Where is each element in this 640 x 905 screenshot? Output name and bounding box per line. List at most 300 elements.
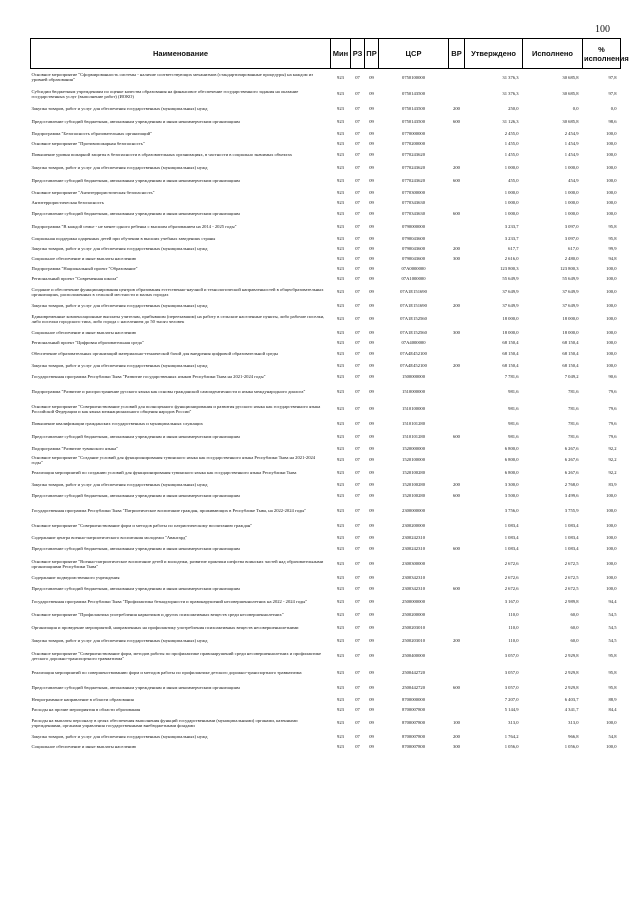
cell-appr: 313,0 (508, 720, 519, 726)
cell-vr (449, 444, 465, 454)
cell-rz: 07 (355, 743, 360, 749)
cell-pr: 09 (369, 612, 374, 618)
cell-pct: 95,8 (608, 224, 617, 230)
cell-pr: 09 (369, 165, 374, 171)
cell-appr: 3 233,7 (504, 224, 519, 230)
cell-appr: 31 376,3 (502, 74, 519, 80)
cell-pct: 100,0 (606, 720, 617, 726)
table-row (31, 361, 621, 371)
cell-vr (449, 348, 465, 361)
cell-min: 923 (337, 140, 344, 146)
cell-csr: 07А1Е151690 (400, 302, 427, 308)
cell-rz: 07 (355, 130, 360, 136)
cell-pr: 09 (369, 696, 374, 702)
cell-name: Предоставление субсидий бюджетным, автономным учреждениям и иным некоммерческим организациям (31, 493, 240, 499)
table-row (31, 264, 621, 274)
cell-appr: 1 000,0 (504, 189, 519, 195)
cell-csr: 2300342310 (402, 586, 425, 592)
table-row (31, 274, 621, 284)
cell-vr (449, 556, 465, 573)
cell-min: 923 (337, 508, 344, 514)
cell-pr: 09 (369, 362, 374, 368)
cell-csr: 1510000000 (402, 389, 425, 395)
cell-pct: 100,0 (606, 574, 617, 580)
cell-pct: 95,8 (608, 685, 617, 691)
cell-appr: 31 126,3 (502, 119, 519, 125)
cell-csr: 2300300000 (402, 561, 425, 567)
cell-name: Предоставление субсидий бюджетным, автономным учреждениям и иным некоммерческим организациям (31, 546, 240, 552)
cell-vr (449, 221, 465, 234)
table-row (31, 401, 621, 418)
table-row (31, 682, 621, 695)
cell-csr: 0790043600 (402, 255, 425, 261)
header-percent: % исполнения (583, 39, 621, 69)
cell-appr: 1 455,0 (504, 140, 519, 146)
cell-appr: 1 000,0 (504, 165, 519, 171)
table-row (31, 198, 621, 208)
cell-rz: 07 (355, 152, 360, 158)
cell-vr (449, 533, 465, 543)
cell-name: Расходы на прочие мероприятия в области образования (31, 706, 141, 712)
cell-csr: 0790043600 (402, 245, 425, 251)
cell-exec: 1 083,4 (564, 534, 579, 540)
cell-exec: 2 672,5 (564, 561, 579, 567)
table-row (31, 328, 621, 338)
cell-min: 923 (337, 481, 344, 487)
table-row (31, 490, 621, 503)
cell-pr: 09 (369, 289, 374, 295)
cell-name: Государственная программа Республики Тыва "Патриотическое воспитание граждан, проживающих в Республике Тыва, на 2022-2024 годы" (31, 508, 307, 514)
cell-min: 923 (337, 74, 344, 80)
table-row (31, 583, 621, 596)
cell-name: Региональный проект "Современная школа" (31, 275, 119, 281)
table-row (31, 648, 621, 665)
cell-exec: 2 454,9 (564, 130, 579, 136)
cell-rz: 07 (355, 421, 360, 427)
cell-appr: 1 000,0 (504, 199, 519, 205)
cell-min: 923 (337, 91, 344, 97)
cell-appr: 18 000,0 (502, 329, 519, 335)
cell-name: Предоставление субсидий бюджетным, автономным учреждениям и иным некоммерческим организациям (31, 119, 240, 125)
cell-vr: 200 (453, 362, 460, 368)
cell-appr: 1 000,0 (504, 211, 519, 217)
cell-exec: 30 685,8 (562, 74, 579, 80)
cell-rz: 07 (355, 339, 360, 345)
cell-rz: 07 (355, 351, 360, 357)
cell-exec: 2 989,8 (564, 599, 579, 605)
cell-vr (449, 384, 465, 401)
cell-appr: 68 150,4 (502, 351, 519, 357)
cell-csr: 0770243620 (402, 165, 425, 171)
cell-vr (449, 401, 465, 418)
cell-appr: 2 616,0 (504, 255, 519, 261)
cell-vr: 200 (453, 481, 460, 487)
cell-vr: 300 (453, 743, 460, 749)
table-row (31, 635, 621, 648)
cell-min: 923 (337, 445, 344, 451)
cell-exec: 60,0 (570, 625, 579, 631)
cell-min: 923 (337, 211, 344, 217)
cell-exec: 3 097,0 (564, 235, 579, 241)
table-row (31, 431, 621, 444)
table-header (31, 39, 629, 69)
cell-name: Подпрограмма "Развитие тувинского языка" (31, 445, 119, 451)
cell-min: 923 (337, 224, 344, 230)
cell-rz: 07 (355, 561, 360, 567)
cell-rz: 07 (355, 165, 360, 171)
cell-pr: 09 (369, 445, 374, 451)
cell-pr: 09 (369, 235, 374, 241)
table-row (31, 221, 621, 234)
cell-rz: 07 (355, 599, 360, 605)
cell-rz: 07 (355, 119, 360, 125)
cell-name: Организация и проведение мероприятий, направленных на профилактику употребления психоактивных веществ несовершеннолетними (31, 625, 299, 631)
table-row (31, 348, 621, 361)
cell-rz: 07 (355, 235, 360, 241)
cell-pr: 09 (369, 534, 374, 540)
cell-rz: 07 (355, 406, 360, 412)
cell-vr (449, 188, 465, 198)
cell-pr: 09 (369, 638, 374, 644)
cell-appr: 37 649,9 (502, 302, 519, 308)
cell-pr: 09 (369, 743, 374, 749)
cell-min: 923 (337, 696, 344, 702)
cell-appr: 68 150,4 (502, 362, 519, 368)
cell-name: Региональный проект "Цифровая образовательная среда" (31, 339, 144, 345)
cell-pr: 09 (369, 74, 374, 80)
cell-rz: 07 (355, 74, 360, 80)
cell-vr: 600 (453, 211, 460, 217)
cell-name: Социальная поддержка одаренных детей при обучении в высших учебных заведениях страны (31, 235, 216, 241)
cell-name: Реализация мероприятий по совершенствованию форм и методов работы по профилактике детского дорожно-транспортного травматизма (31, 670, 302, 676)
cell-csr: 2500203010 (402, 638, 425, 644)
cell-exec: 781,6 (568, 406, 579, 412)
cell-pct: 54,5 (608, 612, 617, 618)
cell-pct: 88,9 (608, 696, 617, 702)
cell-appr: 110,0 (508, 612, 519, 618)
cell-csr: 2300242310 (402, 534, 425, 540)
cell-exec: 1 000,0 (564, 165, 579, 171)
cell-rz: 07 (355, 733, 360, 739)
cell-csr: 2500442720 (402, 670, 425, 676)
cell-csr: 1510101280 (402, 434, 425, 440)
table-row (31, 503, 621, 520)
table-row (31, 338, 621, 348)
table-row (31, 244, 621, 254)
table-row (31, 188, 621, 198)
cell-min: 923 (337, 178, 344, 184)
cell-appr: 37 649,9 (502, 289, 519, 295)
cell-exec: 55 649,9 (562, 275, 579, 281)
cell-csr: 0770343630 (402, 211, 425, 217)
cell-pct: 94,4 (608, 599, 617, 605)
cell-appr: 981,6 (508, 406, 519, 412)
cell-rz: 07 (355, 140, 360, 146)
cell-appr: 617,7 (508, 245, 519, 251)
cell-pr: 09 (369, 130, 374, 136)
cell-name: Непрограммное направление в области образования (31, 696, 134, 702)
cell-exec: 2 480,0 (564, 255, 579, 261)
cell-pr: 09 (369, 434, 374, 440)
cell-csr: 2500200000 (402, 612, 425, 618)
cell-pct: 100,0 (606, 302, 617, 308)
cell-rz: 07 (355, 275, 360, 281)
cell-pr: 09 (369, 302, 374, 308)
cell-rz: 07 (355, 211, 360, 217)
cell-csr: 07А4Е452100 (400, 362, 427, 368)
cell-pr: 09 (369, 599, 374, 605)
table-row (31, 543, 621, 556)
cell-pct: 100,0 (606, 265, 617, 271)
cell-pr: 09 (369, 140, 374, 146)
cell-vr: 100 (453, 720, 460, 726)
cell-exec: 68 150,4 (562, 339, 579, 345)
cell-csr: 0770000000 (402, 130, 425, 136)
cell-min: 923 (337, 523, 344, 529)
cell-pct: 100,0 (606, 329, 617, 335)
cell-exec: 2 672,5 (564, 586, 579, 592)
cell-name: Антитеррористическая безопасность (31, 199, 104, 205)
table-row (31, 69, 621, 86)
cell-appr: 981,6 (508, 389, 519, 395)
cell-rz: 07 (355, 523, 360, 529)
cell-csr: 1520100000 (402, 457, 425, 463)
table-row (31, 384, 621, 401)
cell-min: 923 (337, 670, 344, 676)
cell-min: 923 (337, 421, 344, 427)
cell-appr: 110,0 (508, 625, 519, 631)
cell-csr: 0770243620 (402, 152, 425, 158)
cell-min: 923 (337, 457, 344, 463)
cell-min: 923 (337, 255, 344, 261)
cell-csr: 1510101280 (402, 421, 425, 427)
cell-min: 923 (337, 152, 344, 158)
cell-rz: 07 (355, 106, 360, 112)
cell-name: Основное мероприятие "Профилактика употребления наркотиков и других психоактивных веществ среди несовершеннолетних" (31, 612, 284, 618)
header-name: Наименование (31, 39, 331, 69)
cell-name: Единовременные компенсационные выплаты учителям, прибывшим (переехавшим) на работу в сельские населенные пункты, либо рабочие поселки, либо поселки городского типа, либо города с населением до 50 тысяч человек (31, 313, 325, 324)
table-row (31, 573, 621, 583)
cell-exec: 2 768,0 (564, 481, 579, 487)
cell-pct: 54,5 (608, 638, 617, 644)
table-row (31, 418, 621, 431)
cell-appr: 6 800,0 (504, 445, 519, 451)
table-row (31, 139, 621, 149)
cell-appr: 250,0 (508, 106, 519, 112)
cell-rz: 07 (355, 374, 360, 380)
cell-pr: 09 (369, 586, 374, 592)
cell-min: 923 (337, 235, 344, 241)
cell-rz: 07 (355, 696, 360, 702)
cell-vr (449, 338, 465, 348)
cell-exec: 1 056,0 (564, 743, 579, 749)
cell-pr: 09 (369, 706, 374, 712)
cell-csr: 0790000000 (402, 224, 425, 230)
cell-pr: 09 (369, 374, 374, 380)
cell-name: Повышение уровня пожарной защиты в безопасности в образовательных организациях, в частности в социально значимых объектах (31, 152, 293, 158)
table-row (31, 609, 621, 622)
cell-exec: 1 000,0 (564, 199, 579, 205)
cell-pct: 100,0 (606, 178, 617, 184)
cell-name: Основное мероприятие "Противопожарная безопасность" (31, 140, 145, 146)
cell-vr (449, 274, 465, 284)
cell-pct: 100,0 (606, 508, 617, 514)
cell-name: Основное мероприятие "Создание условий для функционирования тувинского языка как государственного языка Республики Тыва на 2021-2024 годы" (31, 454, 316, 465)
cell-min: 923 (337, 165, 344, 171)
cell-exec: 1 454,9 (564, 140, 579, 146)
cell-exec: 1 000,0 (564, 211, 579, 217)
cell-csr: 0770300000 (402, 189, 425, 195)
cell-name: Закупка товаров, работ и услуг для обеспечения государственных (муниципальных) нужд (31, 481, 208, 487)
cell-pct: 97,8 (608, 74, 617, 80)
table-row (31, 234, 621, 244)
cell-pct: 54,8 (608, 733, 617, 739)
cell-name: Закупка товаров, работ и услуг для обеспечения государственных (муниципальных) нужд (31, 106, 208, 112)
cell-appr: 7 781,6 (504, 374, 519, 380)
cell-appr: 7 207,0 (504, 696, 519, 702)
cell-min: 923 (337, 362, 344, 368)
cell-name: Подпрограмма "В каждой семье - не менее одного ребенка с высшим образованием на 2014 - 2025 годы" (31, 224, 237, 230)
cell-min: 923 (337, 743, 344, 749)
table-row (31, 162, 621, 175)
cell-exec: 6 403,7 (564, 696, 579, 702)
cell-exec: 60,0 (570, 638, 579, 644)
cell-appr: 2 672,6 (504, 561, 519, 567)
cell-exec: 37 649,9 (562, 289, 579, 295)
cell-pct: 95,8 (608, 653, 617, 659)
cell-csr: 07А1Е152560 (400, 329, 427, 335)
header-csr: ЦСР (379, 39, 449, 69)
cell-vr (449, 129, 465, 139)
cell-vr: 200 (453, 638, 460, 644)
cell-pr: 09 (369, 685, 374, 691)
cell-csr: 1520100280 (402, 481, 425, 487)
table-row (31, 622, 621, 635)
cell-vr: 600 (453, 493, 460, 499)
cell-name: Подпрограмма "Безопасность образовательных организаций" (31, 130, 152, 136)
table-row (31, 520, 621, 533)
cell-pct: 79,6 (608, 434, 617, 440)
cell-appr: 1 083,4 (504, 534, 519, 540)
table-row (31, 208, 621, 221)
cell-appr: 3 500,0 (504, 493, 519, 499)
cell-vr (449, 69, 465, 86)
cell-rz: 07 (355, 493, 360, 499)
cell-appr: 1 083,4 (504, 546, 519, 552)
cell-pct: 100,0 (606, 493, 617, 499)
cell-pct: 100,0 (606, 561, 617, 567)
cell-appr: 3 300,0 (504, 481, 519, 487)
cell-appr: 123 800,3 (500, 265, 519, 271)
cell-name: Основное мероприятие "Совершенствование форм, методов работы по профилактике правонарушений среди несовершеннолетних и профилактике детского дорожно-транспортного травматизма" (31, 650, 321, 661)
cell-vr (449, 609, 465, 622)
cell-appr: 1 083,4 (504, 523, 519, 529)
cell-pct: 100,0 (606, 130, 617, 136)
cell-pct: 100,0 (606, 140, 617, 146)
cell-appr: 3 233,7 (504, 235, 519, 241)
cell-pr: 09 (369, 625, 374, 631)
table-row (31, 103, 621, 116)
header-executed: Исполнено (523, 39, 583, 69)
cell-pct: 100,0 (606, 165, 617, 171)
cell-csr: 1510100000 (402, 406, 425, 412)
table-row (31, 732, 621, 742)
cell-appr: 1 455,0 (504, 152, 519, 158)
cell-rz: 07 (355, 586, 360, 592)
cell-name: Подпрограмма "Развитие и распространение русского языка как основы гражданской самоидентичности и языка международного диалога" (31, 389, 306, 395)
cell-csr: 0770243620 (402, 178, 425, 184)
cell-csr: 07А1Е151690 (400, 289, 427, 295)
cell-appr: 3 057,0 (504, 670, 519, 676)
cell-pr: 09 (369, 720, 374, 726)
cell-exec: 313,0 (568, 720, 579, 726)
cell-csr: 8700007800 (402, 743, 425, 749)
cell-min: 923 (337, 586, 344, 592)
cell-exec: 1 083,4 (564, 546, 579, 552)
cell-appr: 3 057,0 (504, 685, 519, 691)
cell-pr: 09 (369, 275, 374, 281)
cell-pr: 09 (369, 339, 374, 345)
cell-vr: 600 (453, 546, 460, 552)
cell-min: 923 (337, 546, 344, 552)
cell-csr: 07А1Е152560 (400, 316, 427, 322)
cell-exec: 2 929,8 (564, 653, 579, 659)
cell-pr: 09 (369, 470, 374, 476)
cell-appr: 1 764,2 (504, 733, 519, 739)
cell-pct: 92,2 (608, 457, 617, 463)
cell-exec: 123 800,3 (560, 265, 579, 271)
cell-vr (449, 284, 465, 301)
cell-vr (449, 86, 465, 103)
table-row (31, 371, 621, 384)
cell-exec: 1 000,0 (564, 189, 579, 195)
cell-rz: 07 (355, 302, 360, 308)
table-row (31, 284, 621, 301)
cell-name: Создание и обеспечение функционирования центров образования естественно-научной и технологической направленностей в общеобразовательных организациях, расположенных в сельской местности и малых городах (31, 286, 324, 297)
cell-rz: 07 (355, 670, 360, 676)
cell-rz: 07 (355, 470, 360, 476)
cell-csr: 0750100000 (402, 74, 425, 80)
cell-appr: 981,6 (508, 421, 519, 427)
cell-min: 923 (337, 329, 344, 335)
cell-pr: 09 (369, 245, 374, 251)
cell-exec: 1 083,4 (564, 523, 579, 529)
table-row (31, 705, 621, 715)
cell-min: 923 (337, 638, 344, 644)
cell-exec: 7 049,2 (564, 374, 579, 380)
cell-name: Содержание подведомственного учреждения (31, 574, 120, 580)
cell-min: 923 (337, 199, 344, 205)
cell-exec: 30 685,8 (562, 119, 579, 125)
cell-pct: 100,0 (606, 152, 617, 158)
cell-min: 923 (337, 720, 344, 726)
cell-min: 923 (337, 434, 344, 440)
cell-name: Закупка товаров, работ и услуг для обеспечения государственных (муниципальных) нужд (31, 638, 208, 644)
cell-rz: 07 (355, 189, 360, 195)
cell-rz: 07 (355, 638, 360, 644)
cell-name: Государственная программа Республики Тыва "Профилактика безнадзорности и правонарушений несовершеннолетних на 2022 - 2024 годы" (31, 599, 308, 605)
cell-pct: 100,0 (606, 523, 617, 529)
cell-pct: 95,8 (608, 235, 617, 241)
cell-csr: 2500203010 (402, 625, 425, 631)
budget-table-container (30, 38, 629, 752)
cell-name: Основное мероприятие "Антитеррористическая безопасность" (31, 189, 155, 195)
cell-pr: 09 (369, 329, 374, 335)
cell-pct: 84,4 (608, 706, 617, 712)
table-row (31, 175, 621, 188)
cell-appr: 2 455,0 (504, 130, 519, 136)
cell-vr (449, 418, 465, 431)
